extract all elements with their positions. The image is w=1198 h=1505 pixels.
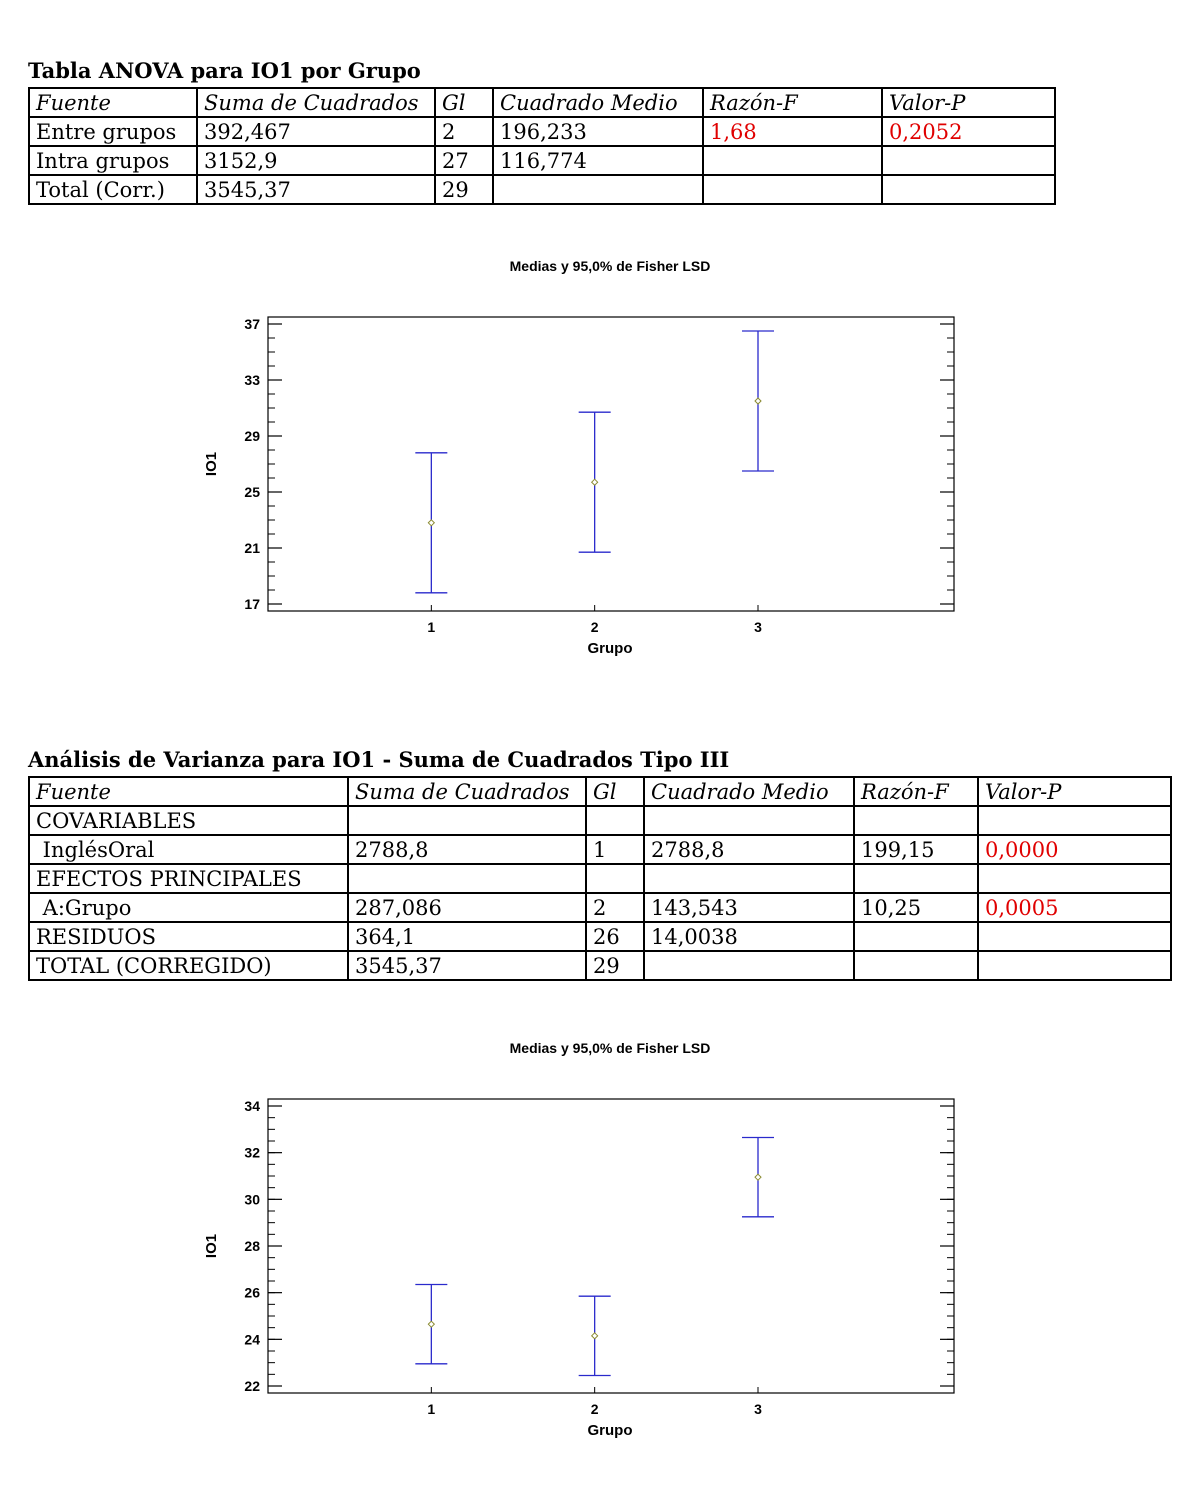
y-tick-label: 29 [244,428,260,444]
mean-marker [428,520,434,526]
x-tick-label: 1 [427,619,436,635]
y-tick-label: 17 [244,596,260,612]
y-tick-label: 28 [244,1238,260,1254]
table-cell: 196,233 [493,117,703,146]
y-tick-label: 33 [244,372,260,388]
table-cell: 14,0038 [644,922,854,951]
anova-table-1 [28,87,1056,205]
x-tick-label: 1 [427,1401,436,1417]
table1-title: Tabla ANOVA para IO1 por Grupo [28,58,421,83]
table-row [29,806,1171,835]
table-cell: COVARIABLES [29,806,348,835]
table-cell [882,146,1055,175]
y-tick-label: 21 [244,540,260,556]
header-cell: Gl [586,777,644,806]
table-cell [703,146,882,175]
table-cell: 2 [435,117,493,146]
table-row [29,835,1171,864]
chart-title: Medias y 95,0% de Fisher LSD [509,258,711,274]
table-cell [348,806,586,835]
f-ratio-cell: 10,25 [854,893,978,922]
table-cell: 364,1 [348,922,586,951]
header-cell: Fuente [29,88,197,117]
x-axis-label: Grupo [587,1422,633,1439]
table-header-row [29,88,1055,117]
table-cell: 2788,8 [644,835,854,864]
table-cell [644,951,854,980]
table-cell: RESIDUOS [29,922,348,951]
table-cell: 26 [586,922,644,951]
y-tick-label: 26 [244,1284,260,1301]
f-ratio-cell: 199,15 [854,835,978,864]
x-axis-label: Grupo [587,640,633,657]
table-cell: 143,543 [644,893,854,922]
header-cell: Suma de Cuadrados [348,777,586,806]
table-cell [348,864,586,893]
x-tick-label: 3 [754,1401,762,1417]
plot-frame [268,1099,954,1393]
y-axis-label: IO1 [203,451,220,477]
table-cell: InglésOral [29,835,348,864]
table-cell: 3152,9 [197,146,435,175]
table-cell [586,806,644,835]
mean-marker [755,1174,761,1180]
table-cell: 287,086 [348,893,586,922]
table-cell: 2788,8 [348,835,586,864]
table-cell: Total (Corr.) [29,175,197,204]
header-cell: Razón-F [854,777,978,806]
table-cell [703,175,882,204]
table-cell [978,864,1171,893]
fisher-lsd-chart-2 [0,1032,1198,1452]
table-cell [586,864,644,893]
y-axis-label: IO1 [203,1233,220,1259]
table-cell: TOTAL (CORREGIDO) [29,951,348,980]
header-cell: Cuadrado Medio [644,777,854,806]
table-cell [978,806,1171,835]
header-cell: Suma de Cuadrados [197,88,435,117]
table-cell: 116,774 [493,146,703,175]
table-cell: EFECTOS PRINCIPALES [29,864,348,893]
table-row [29,117,1055,146]
table-row [29,175,1055,204]
fisher-lsd-chart-1 [0,250,1198,670]
table-cell: 392,467 [197,117,435,146]
p-value-cell: 0,0005 [978,893,1171,922]
f-ratio-cell: 1,68 [703,117,882,146]
table-cell [644,806,854,835]
header-cell: Razón-F [703,88,882,117]
p-value-cell: 0,0000 [978,835,1171,864]
table-cell: 29 [586,951,644,980]
header-cell: Valor-P [882,88,1055,117]
mean-marker [428,1321,434,1327]
table-cell [644,864,854,893]
mean-marker [755,398,761,404]
table-cell: 3545,37 [197,175,435,204]
table-row [29,951,1171,980]
table-cell [854,922,978,951]
table-row [29,146,1055,175]
table-cell: 27 [435,146,493,175]
table-cell: 1 [586,835,644,864]
header-cell: Gl [435,88,493,117]
table-header-row [29,777,1171,806]
y-tick-label: 30 [244,1191,260,1208]
table-cell: Intra grupos [29,146,197,175]
header-cell: Cuadrado Medio [493,88,703,117]
y-tick-label: 24 [244,1331,260,1348]
table-cell: Entre grupos [29,117,197,146]
y-tick-label: 22 [244,1378,260,1394]
table-cell: 3545,37 [348,951,586,980]
mean-marker [592,1333,598,1339]
p-value-cell: 0,2052 [882,117,1055,146]
header-cell: Valor-P [978,777,1171,806]
table-cell [978,951,1171,980]
table-cell [493,175,703,204]
x-tick-label: 3 [754,619,762,635]
table-row [29,922,1171,951]
y-tick-label: 32 [244,1144,260,1161]
table-cell [854,806,978,835]
y-tick-label: 34 [244,1098,260,1114]
table-cell [854,864,978,893]
table-cell [882,175,1055,204]
chart-title: Medias y 95,0% de Fisher LSD [509,1040,711,1056]
table-cell: 2 [586,893,644,922]
mean-marker [592,479,598,485]
table-cell: 29 [435,175,493,204]
table-row [29,893,1171,922]
plot-frame [268,317,954,611]
table-row [29,864,1171,893]
y-tick-label: 25 [244,484,260,500]
anova-table-2 [28,776,1172,981]
x-tick-label: 2 [590,1401,599,1417]
y-tick-label: 37 [244,316,260,332]
header-cell: Fuente [29,777,348,806]
table-cell [978,922,1171,951]
table2-title: Análisis de Varianza para IO1 - Suma de Cuadrados Tipo III [28,747,730,772]
x-tick-label: 2 [590,619,599,635]
table-cell [854,951,978,980]
table-cell: A:Grupo [29,893,348,922]
